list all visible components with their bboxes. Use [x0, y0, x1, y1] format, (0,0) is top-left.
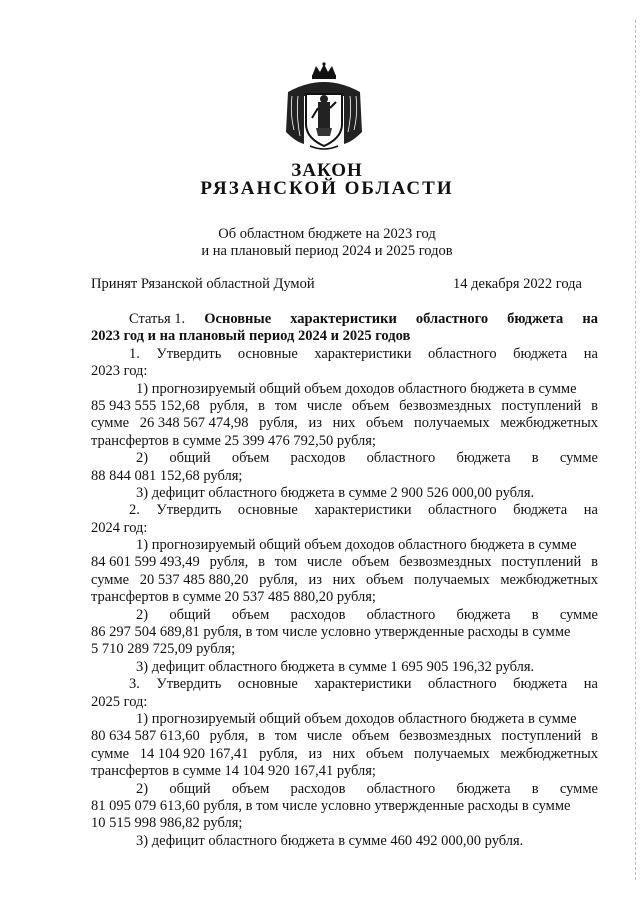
word: них	[332, 745, 356, 762]
word: 20 537 485 880,20	[139, 571, 249, 588]
word: областного	[415, 311, 489, 327]
word: межбюджетных	[500, 745, 598, 762]
paragraph-line	[91, 346, 598, 363]
word: 2.	[129, 502, 140, 519]
paragraph-line: 5 710 289 725,09 рубля;	[91, 641, 236, 658]
word: бюджета	[456, 780, 511, 797]
word: областного	[366, 606, 436, 623]
word: из	[308, 415, 322, 432]
paragraph-line	[91, 781, 598, 798]
word: на	[582, 311, 598, 327]
word: расходов	[290, 606, 346, 623]
word: бюджета	[507, 311, 564, 327]
paragraph-line	[91, 676, 598, 693]
paragraph-line: трансфертов в сумме 20 537 485 880,20 рубля;	[91, 589, 376, 606]
paragraph-line: 3) дефицит областного бюджета в сумме 460 492 000,00 рубля.	[136, 832, 524, 849]
word: поступлений	[501, 397, 582, 414]
word: 14 104 920 167,41	[139, 745, 249, 762]
word: в	[531, 780, 539, 797]
word: общий	[169, 780, 211, 797]
word: бюджета	[513, 502, 568, 519]
word: 85 943 555 152,68	[91, 397, 200, 414]
word: поступлений	[501, 554, 582, 571]
word: рубля,	[259, 415, 298, 432]
word: получаемых	[414, 415, 490, 432]
paragraph-line	[91, 398, 598, 415]
word: Утвердить	[156, 676, 222, 693]
word: объем	[231, 450, 270, 467]
adoption-date: 14 декабря 2022 года	[453, 276, 582, 292]
article-heading-line2: 2023 год и на плановый период 2024 и 2025 годов	[91, 328, 411, 345]
word: 80 634 587 613,60	[91, 728, 200, 745]
word: основные	[237, 502, 298, 519]
paragraph-line: 1) прогнозируемый общий объем доходов областного бюджета в сумме	[136, 380, 577, 397]
word: 3.	[129, 676, 140, 693]
paragraph-line	[91, 415, 598, 432]
paragraph-line: 2023 год:	[91, 363, 148, 380]
word: безвозмездных	[399, 554, 492, 571]
paragraph-line: 3) дефицит областного бюджета в сумме 1 695 905 196,32 рубля.	[136, 658, 535, 675]
paragraph-line	[91, 450, 598, 467]
word: бюджета	[456, 606, 511, 623]
word: 2)	[136, 780, 149, 797]
word: объем	[351, 728, 390, 745]
word: получаемых	[414, 745, 490, 762]
word: объем	[231, 606, 270, 623]
word: том	[274, 397, 298, 414]
word: рубля,	[209, 728, 249, 745]
word: основные	[237, 676, 298, 693]
word: 26 348 567 474,98	[139, 415, 249, 432]
word: характеристики	[314, 502, 412, 519]
word: сумме	[559, 606, 598, 623]
word: Основные	[204, 311, 272, 327]
word: в	[531, 606, 539, 623]
word: объем	[366, 745, 404, 762]
word: в	[531, 450, 539, 467]
word: Утвердить	[156, 345, 222, 362]
word: рубля,	[209, 397, 249, 414]
word: расходов	[290, 780, 346, 797]
word: в	[591, 397, 598, 414]
word: объем	[366, 571, 404, 588]
article-number: Статья 1.	[129, 311, 186, 327]
word: характеристики	[314, 345, 412, 362]
word: расходов	[290, 450, 346, 467]
paragraph-line: 1) прогнозируемый общий объем доходов областного бюджета в сумме	[136, 537, 577, 554]
paragraph-line	[91, 746, 598, 763]
word: числе	[306, 554, 343, 571]
paragraph-line	[91, 554, 598, 571]
paragraph-line: 1) прогнозируемый общий объем доходов областного бюджета в сумме	[136, 710, 577, 727]
paragraph-line: 86 297 504 689,81 рубля, в том числе условно утвержденные расходы в сумме	[91, 624, 571, 641]
word: 2)	[136, 450, 149, 467]
word: из	[308, 745, 322, 762]
paragraph-line: 10 515 998 986,82 рубля;	[91, 815, 243, 832]
word: из	[308, 571, 322, 588]
paragraph-line: 81 095 079 613,60 рубля, в том числе условно утвержденные расходы в сумме	[91, 797, 571, 814]
word: областного	[428, 676, 497, 693]
word: бюджета	[456, 450, 511, 467]
word: сумме	[559, 450, 598, 467]
word: характеристики	[314, 676, 412, 693]
word: рубля,	[209, 554, 249, 571]
word: поступлений	[501, 728, 582, 745]
word: получаемых	[414, 571, 490, 588]
word: в	[258, 728, 265, 745]
word: них	[332, 571, 356, 588]
word: межбюджетных	[500, 415, 598, 432]
word: 2)	[136, 606, 149, 623]
word: том	[274, 554, 298, 571]
word: сумме	[91, 745, 130, 762]
word: основные	[237, 345, 298, 362]
word: 84 601 599 493,49	[91, 554, 200, 571]
word: характеристики	[290, 311, 397, 327]
word: в	[591, 728, 598, 745]
paragraph-line	[91, 502, 598, 519]
word: на	[583, 502, 598, 519]
word: объем	[351, 397, 390, 414]
word: безвозмездных	[399, 397, 492, 414]
paragraph-line	[91, 572, 598, 589]
word: на	[583, 345, 598, 362]
word: областного	[428, 345, 497, 362]
word: областного	[428, 502, 497, 519]
word: безвозмездных	[399, 728, 492, 745]
word: межбюджетных	[500, 571, 598, 588]
article-heading-line1	[91, 311, 598, 328]
paragraph-line: 2025 год:	[91, 693, 148, 710]
word: рубля,	[259, 571, 298, 588]
paragraph-line: 2024 год:	[91, 519, 148, 536]
paragraph-line: трансфертов в сумме 14 104 920 167,41 рубля;	[91, 763, 376, 780]
word: рубля,	[259, 745, 298, 762]
word: Утвердить	[156, 502, 222, 519]
word: объем	[351, 554, 390, 571]
word: в	[258, 554, 265, 571]
word: 1.	[129, 345, 140, 362]
word: числе	[306, 397, 343, 414]
adopted-by: Принят Рязанской областной Думой	[91, 276, 315, 292]
word: бюджета	[513, 345, 568, 362]
word: том	[274, 728, 298, 745]
paragraph-line	[91, 728, 598, 745]
word: объем	[231, 780, 270, 797]
word: сумме	[91, 571, 130, 588]
paragraph-line: 3) дефицит областного бюджета в сумме 2 900 526 000,00 рубля.	[136, 484, 535, 501]
word: сумме	[559, 780, 598, 797]
coat-of-arms-icon	[282, 62, 366, 154]
paragraph-line: трансфертов в сумме 25 399 476 792,50 рубля;	[91, 432, 376, 449]
word: объем	[366, 415, 404, 432]
word: в	[591, 554, 598, 571]
law-subtitle-line1: Об областном бюджете на 2023 год	[218, 226, 436, 242]
word: общий	[169, 606, 211, 623]
word: областного	[366, 450, 436, 467]
word: сумме	[91, 415, 130, 432]
law-title-line2: РЯЗАНСКОЙ ОБЛАСТИ	[200, 178, 454, 199]
paragraph-line: 88 844 081 152,68 рубля;	[91, 467, 243, 484]
paragraph-line	[91, 607, 598, 624]
scan-margin-marks	[629, 20, 636, 880]
law-body	[91, 311, 598, 850]
law-title-line1: ЗАКОН	[291, 160, 363, 181]
word: бюджета	[513, 676, 568, 693]
word: областного	[366, 780, 436, 797]
law-subtitle-line2: и на плановый период 2024 и 2025 годов	[201, 243, 453, 259]
word: общий	[169, 450, 211, 467]
word: на	[583, 676, 598, 693]
word: числе	[306, 728, 343, 745]
word: них	[332, 415, 356, 432]
word: в	[258, 397, 265, 414]
